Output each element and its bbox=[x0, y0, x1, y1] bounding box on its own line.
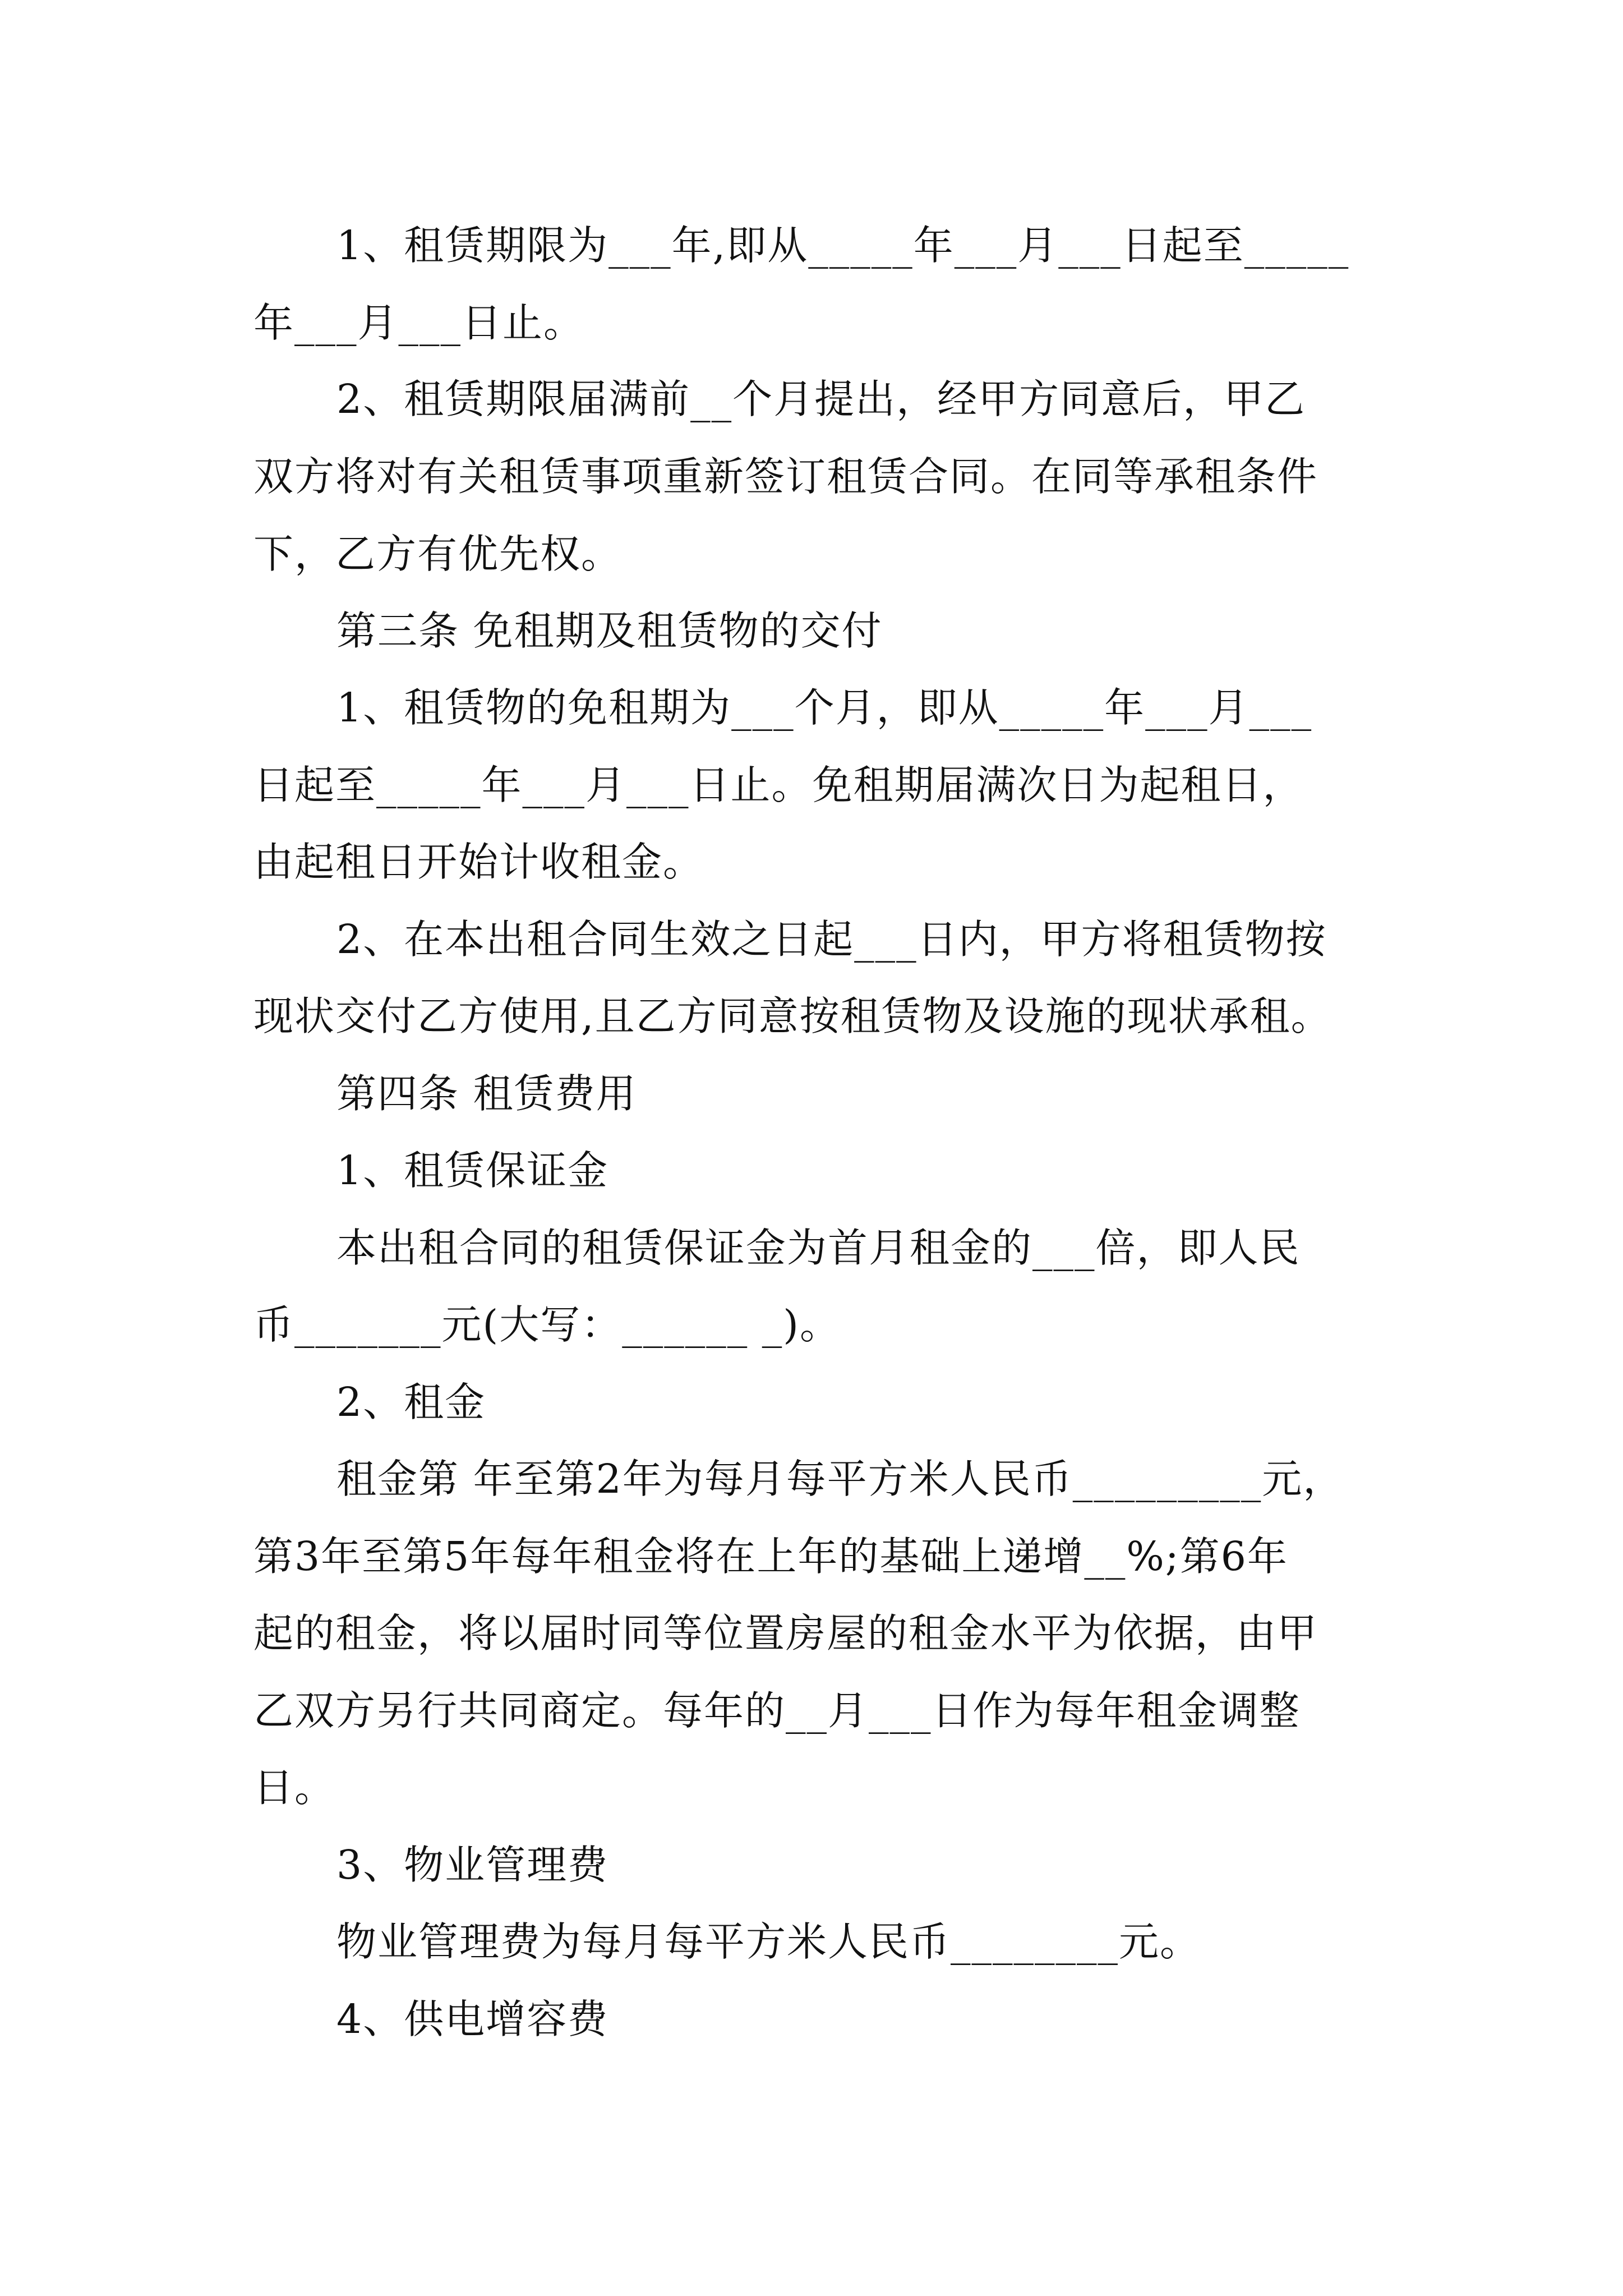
clause-2-line-3: 下，乙方有优先权。 bbox=[253, 531, 623, 577]
power-capacity-fee-heading: 4、供电增容费 bbox=[336, 1996, 609, 2042]
rent-line-1: 租金第 年至第2年为每月每平方米人民币_________元， bbox=[336, 1456, 1344, 1502]
deposit-line-2: 币_______元(大写：______ _)。 bbox=[253, 1301, 841, 1348]
clause-2-line-1: 2、租赁期限届满前__个月提出，经甲方同意后，甲乙 bbox=[336, 376, 1306, 422]
rent-line-3: 起的租金，将以届时同等位置房屋的租金水平为依据，由甲 bbox=[253, 1610, 1318, 1657]
article-3-heading: 第三条 免租期及租赁物的交付 bbox=[336, 608, 883, 654]
article-3-clause-2-line-1: 2、在本出租合同生效之日起___日内，甲方将租赁物按 bbox=[336, 916, 1327, 963]
deposit-line-1: 本出租合同的租赁保证金为首月租金的___倍，即人民 bbox=[336, 1225, 1301, 1271]
property-fee-line: 物业管理费为每月每平方米人民币________元。 bbox=[336, 1918, 1201, 1965]
rent-heading: 2、租金 bbox=[336, 1379, 486, 1425]
rent-line-5: 日。 bbox=[253, 1764, 336, 1811]
property-fee-heading: 3、物业管理费 bbox=[336, 1842, 609, 1888]
article-3-clause-1-line-1: 1、租赁物的免租期为___个月，即从_____年___月___ bbox=[336, 684, 1313, 731]
clause-1-line-2: 年___月___日止。 bbox=[253, 300, 585, 346]
article-3-clause-1-line-2: 日起至_____年___月___日止。免租期届满次日为起租日， bbox=[253, 762, 1304, 808]
article-3-clause-1-line-3: 由起租日开始计收租金。 bbox=[253, 839, 704, 885]
rent-line-2: 第3年至第5年每年租金将在上年的基础上递增__%;第6年 bbox=[253, 1533, 1288, 1580]
clause-2-line-2: 双方将对有关租赁事项重新签订租赁合同。在同等承租条件 bbox=[253, 453, 1318, 500]
clause-1-line-1: 1、租赁期限为___年,即从_____年___月___日起至_____ bbox=[336, 222, 1350, 269]
deposit-heading: 1、租赁保证金 bbox=[336, 1147, 609, 1194]
rent-line-4: 乙双方另行共同商定。每年的__月___日作为每年租金调整 bbox=[253, 1687, 1301, 1734]
article-4-heading: 第四条 租赁费用 bbox=[336, 1070, 637, 1117]
article-3-clause-2-line-2: 现状交付乙方使用,且乙方同意按租赁物及设施的现状承租。 bbox=[253, 993, 1332, 1039]
